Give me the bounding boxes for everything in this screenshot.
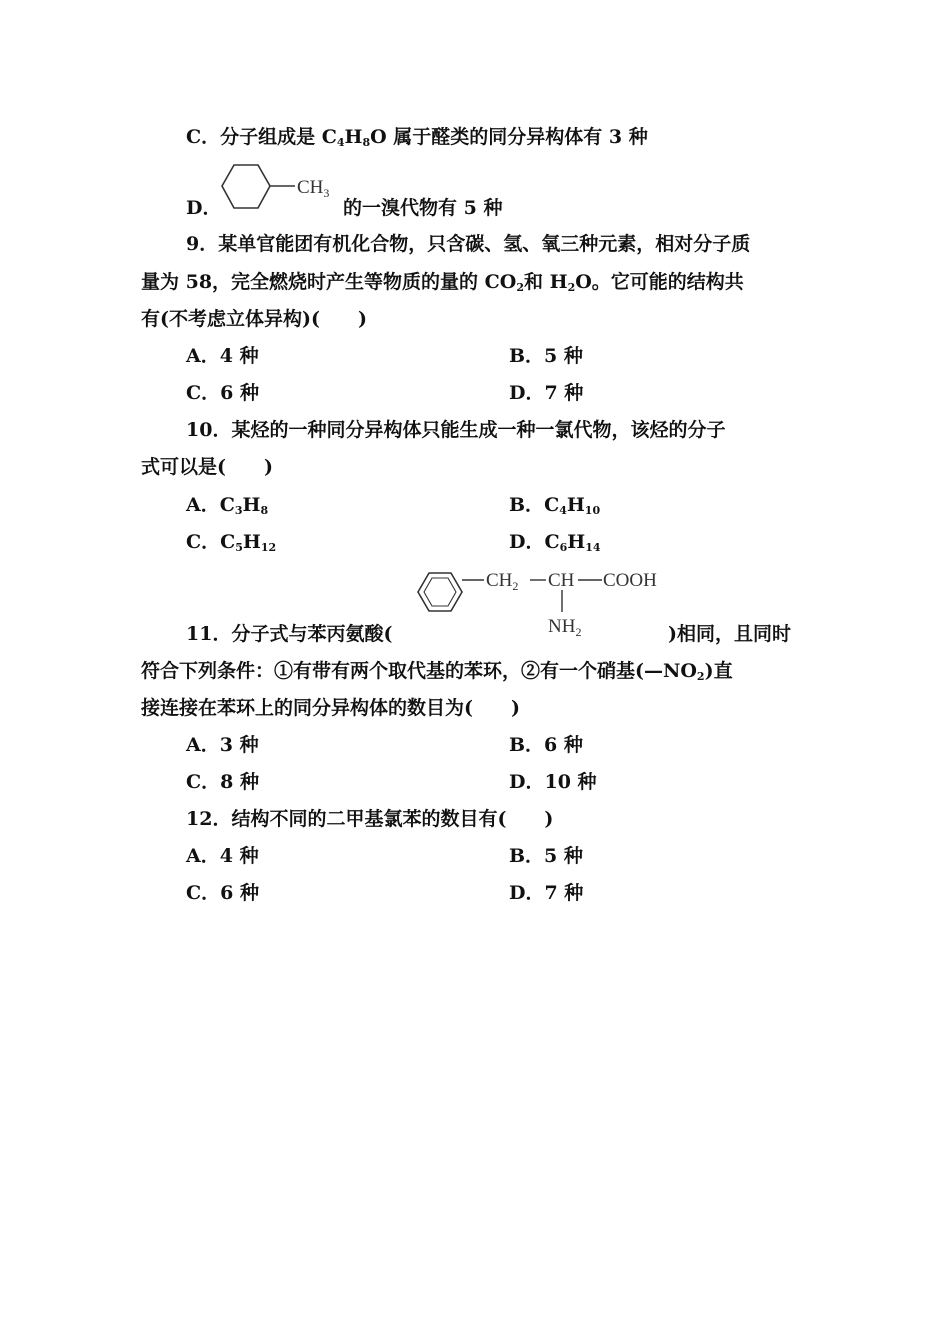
q10-option-b[interactable]: B．$C_4H_{10}$ <box>509 494 601 517</box>
q11-stem-line1-start: 11．分子式与苯丙氨酸( <box>186 623 393 645</box>
subscript: 2 <box>516 281 524 294</box>
methylcyclohexane-structure <box>215 158 345 216</box>
q10-option-a[interactable]: A．$C_3H_8$ <box>186 494 269 517</box>
ch2-label: $CH_2$ <box>486 570 519 593</box>
q12-stem-line1: 12．结构不同的二甲基氯苯的数目有( ) <box>186 808 554 830</box>
q9-option-d[interactable]: D．7 种 <box>509 382 584 404</box>
q8-option-d-text: 的一溴代物有 5 种 <box>343 197 503 219</box>
q9-option-c[interactable]: C．6 种 <box>186 382 259 404</box>
q11-stem-line3: 接连接在苯环上的同分异构体的数目为( ) <box>141 697 520 719</box>
q10-stem-line1: 10．某烃的一种同分异构体只能生成一种一氯代物，该烃的分子 <box>186 419 726 441</box>
q9-stem-line1: 9．某单官能团有机化合物，只含碳、氢、氧三种元素，相对分子质 <box>186 233 751 255</box>
q8-option-d-letter: D． <box>186 197 222 219</box>
q12-option-b[interactable]: B．5 种 <box>509 845 583 867</box>
q11-option-a[interactable]: A．3 种 <box>186 734 259 756</box>
q10-option-d[interactable]: D．$C_6H_{14}$ <box>509 531 601 554</box>
q10-option-c[interactable]: C．$C_5H_{12}$ <box>186 531 277 554</box>
nh2-label: $NH_2$ <box>548 616 582 639</box>
q9-option-a[interactable]: A．4 种 <box>186 345 259 367</box>
q11-option-b[interactable]: B．6 种 <box>509 734 583 756</box>
option-text: O 属于醛类的同分异构体有 3 种 <box>370 126 648 148</box>
q12-option-a[interactable]: A．4 种 <box>186 845 259 867</box>
option-letter: C． <box>186 126 221 148</box>
q11-stem-line2: 符合下列条件：①有带有两个取代基的苯环，②有一个硝基$(—NO_2)$直 <box>141 660 733 683</box>
q10-stem-line2: 式可以是( ) <box>141 456 273 478</box>
q9-option-b[interactable]: B．5 种 <box>509 345 583 367</box>
q8-option-c <box>186 125 648 149</box>
ch-label: CH <box>548 570 575 591</box>
option-text: H <box>344 126 363 148</box>
q9-stem-line3: 有(不考虑立体异构)( ) <box>141 308 367 330</box>
q12-option-c[interactable]: C．6 种 <box>186 882 259 904</box>
subscript: 2 <box>696 670 705 683</box>
ch3-label: $CH_3$ <box>297 177 330 200</box>
subscript: 2 <box>567 281 576 294</box>
q9-stem-line2: 量为 58，完全燃烧时产生等物质的量的 $CO_2$和 $H_2O$。它可能的结构共 <box>141 271 744 294</box>
q11-option-c[interactable]: C．8 种 <box>186 771 259 793</box>
subscript: 4 <box>336 136 345 149</box>
q11-option-d[interactable]: D．10 种 <box>509 771 597 793</box>
phenylalanine-structure <box>412 560 674 642</box>
subscript: 8 <box>362 136 371 149</box>
q11-stem-line1-end: )相同，且同时 <box>668 623 791 645</box>
cooh-label: COOH <box>603 570 657 591</box>
q12-option-d[interactable]: D．7 种 <box>509 882 584 904</box>
option-text: 分子组成是 C <box>220 126 337 148</box>
